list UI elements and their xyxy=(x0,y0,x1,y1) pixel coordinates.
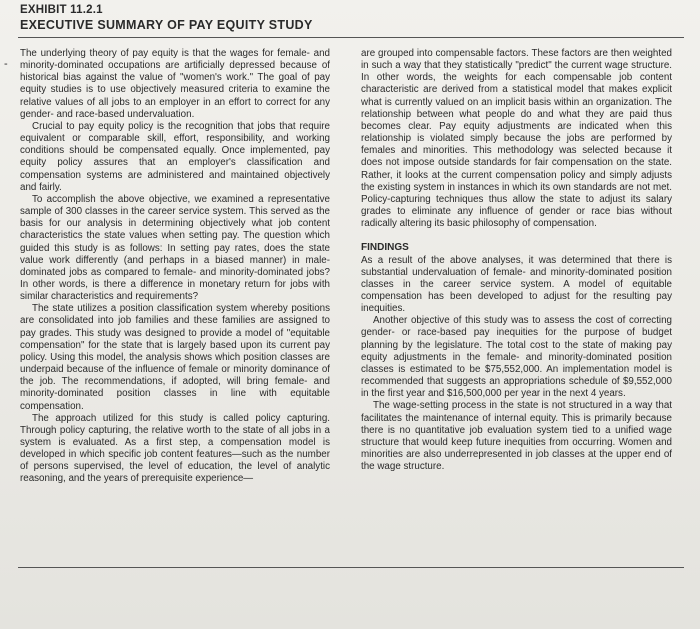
left-paragraph-3: To accomplish the above objective, we examined a representative sample of 300 classes in the career service system. This served as the basis for our analysis in determining objectively what job content characteristics the state values when setting pay. The question which guided this study is as follows: In setting pay rates, does the state value work differently (and perhaps in a biased manner) in male-dominated jobs as compared to female- and minority-dominated jobs? In other words, is there a difference in monetary return for jobs with similar characteristics and requirements? xyxy=(20,193,330,303)
bottom-rule xyxy=(18,567,684,568)
exhibit-label: EXHIBIT 11.2.1 xyxy=(20,4,103,16)
left-column xyxy=(20,48,330,486)
right-paragraph-3: Another objective of this study was to assess the cost of correcting gender- or race-based pay inequities for the purpose of budget planning by the legislature. The total cost to the state of making pay equity adjustments in the female- and minority-dominated position classes is estimated to be $75,552,000. An implementation model is recommended that suggests an appropriations schedule of $9,552,000 in the first year and $16,500,000 per year in the next 4 years. xyxy=(361,315,672,400)
right-paragraph-2: As a result of the above analyses, it was determined that there is substantial undervaluation of female- and minority-dominated position classes in the career service system. A model of equitable compensation has been developed to adjust for the resulting pay inequities. xyxy=(361,254,672,315)
right-column xyxy=(361,48,672,473)
document-title: EXECUTIVE SUMMARY OF PAY EQUITY STUDY xyxy=(20,18,313,32)
title-rule xyxy=(18,37,684,38)
margin-mark: - xyxy=(4,58,8,70)
findings-heading: FINDINGS xyxy=(361,242,409,254)
left-paragraph-2: Crucial to pay equity policy is the recognition that jobs that require equivalent or comparable skill, effort, responsibility, and working conditions should be compensated equally. Once implemented, pay equity policy assures that an employer's classification and compensation systems are administered and maintained objectively and fairly. xyxy=(20,120,330,193)
left-paragraph-1: The underlying theory of pay equity is that the wages for female- and minority-dominated occupations are artificially depressed because of historical bias against the value of "women's work." The goal of pay equity studies is to use objectively measured criteria to examine the relative values of all jobs to an employer in an effort to correct for any gender- and race-based undervaluation. xyxy=(20,48,330,120)
left-paragraph-5: The approach utilized for this study is called policy capturing. Through policy capturing, the relative worth to the state of all jobs in a system is evaluated. As a first step, a compensation model is developed in which specific job content features—such as the number of persons supervised, the level of education, the level of analytic reasoning, and the years of prerequisite experience— xyxy=(20,412,330,485)
left-paragraph-4: The state utilizes a position classification system whereby positions are consolidated into job families and these families are assigned to pay grades. This study was designed to provide a model of "equitable compensation" for the state that is largely based upon its current pay policy. Using this model, the analysis shows which position classes are underpaid because of the influence of female or minority dominance of the job. The recommendations, if adopted, will bring female- and minority-dominated position classes in line with equitable compensation. xyxy=(20,303,330,412)
right-paragraph-4: The wage-setting process in the state is not structured in a way that facilitates the maintenance of internal equity. This is primarily because there is no quantitative job evaluation system tied to a unified wage structure that would keep future inequities from occurring. Women and minorities are also underrepresented in job classes at the upper end of the wage structure. xyxy=(361,400,672,473)
right-paragraph-1: are grouped into compensable factors. These factors are then weighted in such a way that they statistically "predict" the current wage structure. In other words, the weights for each compensable job content characteristic are derived from a statistical model that makes explicit what is currently valued on an implicit basis within an organization. The relationship between what people do and what they are paid thus becomes clear. Pay equity adjustments are indicated when this relationship is violated simply because the jobs are performed by females and minorities. This methodology was selected because it does not impose outside standards for fair compensation on the state. Rather, it looks at the current compensation policy and simply adjusts the existing system in instances in which its own standards are not met. Policy-capturing techniques thus allow the state to adjust its salary grades to eliminate any influence of gender or race bias without radically altering its basic philosophy of compensation. xyxy=(361,48,672,230)
